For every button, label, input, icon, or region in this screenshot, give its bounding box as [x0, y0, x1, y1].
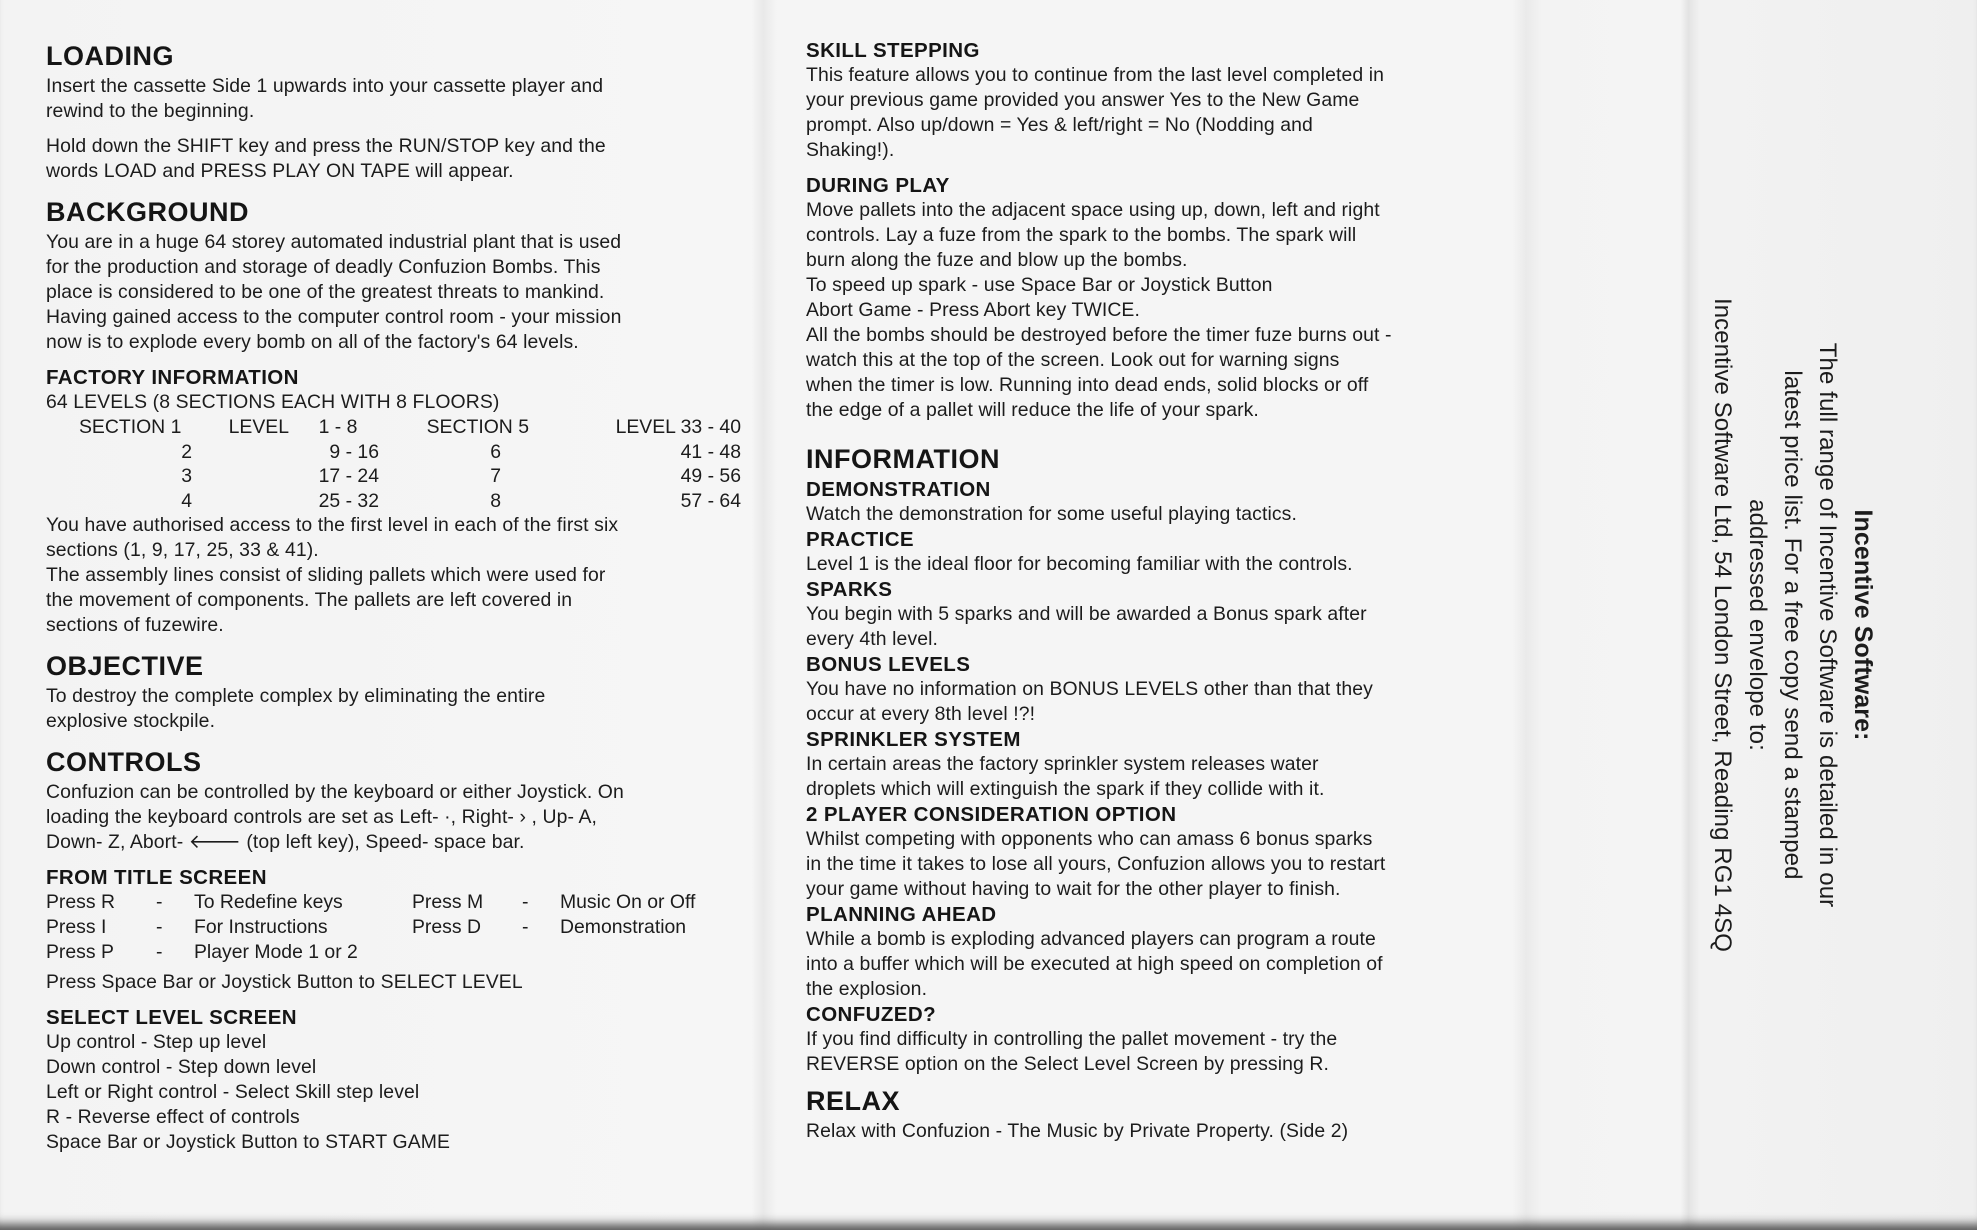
factory-line: the movement of components. The pallets are left covered in	[46, 589, 573, 612]
middle-panel	[806, 38, 1506, 1144]
table-cell: 7	[490, 465, 501, 488]
controls-line: loading the keyboard controls are set as Left- ·, Right- › , Up- A,	[46, 806, 597, 829]
table-cell	[412, 940, 522, 965]
table-cell: To Redefine keys	[194, 891, 343, 914]
during-line: Move pallets into the adjacent space using up, down, left and right	[806, 199, 1380, 221]
table-cell: 41 - 48	[680, 440, 741, 463]
info-line: You have no information on BONUS LEVELS other than that they	[806, 678, 1373, 700]
skill-line: your previous game provided you answer Yes to the New Game	[806, 89, 1360, 111]
factory-line: sections (1, 9, 17, 25, 33 & 41).	[46, 539, 319, 562]
table-cell: LEVEL 33 - 40	[615, 416, 741, 438]
loading-line: words LOAD and PRESS PLAY ON TAPE will appear.	[46, 160, 514, 182]
table-row	[79, 415, 741, 440]
loading-line: rewind to the beginning.	[46, 100, 255, 122]
table-row	[79, 464, 741, 489]
background-line: You are in a huge 64 storey automated industrial plant that is used	[46, 231, 622, 253]
info-line: Level 1 is the ideal floor for becoming familiar with the controls.	[806, 553, 1353, 575]
table-cell: Press P	[46, 940, 114, 963]
info-line: in the time it takes to lose all yours, Confuzion allows you to restart	[806, 853, 1386, 875]
table-cell	[204, 489, 297, 514]
table-row	[46, 940, 746, 965]
table-cell: LEVEL	[228, 416, 289, 438]
factory-line: You have authorised access to the first level in each of the first six	[46, 514, 619, 537]
table-cell: SECTION 5	[426, 416, 529, 438]
info-line: In certain areas the factory sprinkler system releases water	[806, 753, 1319, 775]
select-line: Down control - Step down level	[46, 1056, 317, 1079]
select-line: R - Reverse effect of controls	[46, 1106, 300, 1129]
skill-stepping-heading: SKILL STEPPING	[806, 39, 980, 62]
select-level-heading: SELECT LEVEL SCREEN	[46, 1006, 297, 1030]
table-cell: 3	[181, 465, 192, 488]
info-line: Whilst competing with opponents who can amass 6 bonus sparks	[806, 828, 1373, 850]
loading-heading: LOADING	[46, 41, 174, 71]
two-player-heading: 2 PLAYER CONSIDERATION OPTION	[806, 803, 1177, 826]
info-line: You begin with 5 sparks and will be awarded a Bonus spark after	[806, 603, 1367, 625]
left-panel	[46, 38, 756, 1155]
select-line: Up control - Step up level	[46, 1031, 267, 1054]
controls-heading: CONTROLS	[46, 747, 202, 778]
select-line: Left or Right control - Select Skill step level	[46, 1081, 420, 1104]
relax-line: Relax with Confuzion - The Music by Private Property. (Side 2)	[806, 1120, 1349, 1142]
table-cell: -	[522, 915, 529, 938]
loading-line: Insert the cassette Side 1 upwards into your cassette player and	[46, 75, 604, 97]
table-cell: -	[156, 915, 163, 938]
table-cell: -	[522, 891, 529, 914]
table-cell: 1 - 8	[318, 416, 358, 438]
bonus-levels-heading: BONUS LEVELS	[806, 653, 971, 676]
table-row	[79, 440, 741, 465]
table-cell: Press I	[46, 915, 107, 938]
relax-heading: RELAX	[806, 1086, 901, 1116]
practice-heading: PRACTICE	[806, 528, 914, 551]
sprinkler-heading: SPRINKLER SYSTEM	[806, 728, 1021, 751]
table-cell: 49 - 56	[680, 465, 741, 488]
during-line: watch this at the top of the screen. Look out for warning signs	[806, 349, 1340, 371]
during-line: All the bombs should be destroyed before the timer fuze burns out -	[806, 324, 1392, 346]
table-cell: 17 - 24	[318, 465, 379, 488]
table-cell: Press R	[46, 891, 115, 914]
table-cell: 4	[181, 489, 192, 512]
objective-line: To destroy the complete complex by eliminating the entire	[46, 685, 546, 708]
info-line: occur at every 8th level !?!	[806, 703, 1036, 725]
table-row	[46, 890, 746, 915]
factory-line: The assembly lines consist of sliding pallets which were used for	[46, 564, 606, 587]
publisher-line: addressed envelope to:	[1744, 499, 1771, 751]
during-line: To speed up spark - use Space Bar or Joystick Button	[806, 274, 1273, 296]
info-line: every 4th level.	[806, 628, 939, 650]
publisher-address: Incentive Software Ltd, 54 London Street, Reading RG1 4SQ	[1709, 297, 1736, 953]
during-line: controls. Lay a fuze from the spark to the bombs. The spark will	[806, 224, 1357, 246]
table-cell: Player Mode 1 or 2	[194, 940, 358, 963]
title-screen-footer: Press Space Bar or Joystick Button to SELECT LEVEL	[46, 971, 523, 994]
table-cell: Press M	[412, 891, 484, 914]
during-line: Abort Game - Press Abort key TWICE.	[806, 299, 1140, 321]
background-line: Having gained access to the computer control room - your mission	[46, 306, 622, 328]
publisher-line: The full range of Incentive Software is detailed in our	[1814, 342, 1841, 908]
table-row	[79, 489, 741, 514]
during-line: burn along the fuze and blow up the bombs.	[806, 249, 1188, 271]
controls-line: Confuzion can be controlled by the keyboard or either Joystick. On	[46, 781, 624, 804]
background-line: now is to explode every bomb on all of the factory's 64 levels.	[46, 331, 579, 353]
info-line: While a bomb is exploding advanced players can program a route	[806, 928, 1376, 950]
info-line: the explosion.	[806, 978, 928, 1000]
confuzed-heading: CONFUZED?	[806, 1003, 937, 1026]
info-line: REVERSE option on the Select Level Screen by pressing R.	[806, 1053, 1329, 1075]
title-screen-table	[46, 890, 746, 964]
during-line: the edge of a pallet will reduce the life of your spark.	[806, 399, 1259, 421]
background-line: place is considered to be one of the greatest threats to mankind.	[46, 281, 605, 303]
table-cell: SECTION 1	[79, 416, 182, 438]
factory-line: sections of fuzewire.	[46, 614, 224, 637]
skill-line: Shaking!).	[806, 139, 895, 161]
publisher-title: Incentive Software:	[1849, 509, 1877, 741]
table-cell: 2	[181, 440, 192, 463]
table-cell	[204, 464, 297, 489]
controls-line: Down- Z, Abort- 🡐 (top left key), Speed- space bar.	[46, 831, 525, 854]
table-cell: 6	[490, 440, 501, 463]
information-heading: INFORMATION	[806, 444, 1000, 474]
planning-ahead-heading: PLANNING AHEAD	[806, 903, 997, 926]
info-line: your game without having to wait for the other player to finish.	[806, 878, 1341, 900]
background-line: for the production and storage of deadly Confuzion Bombs. This	[46, 256, 601, 278]
table-cell: 8	[490, 489, 501, 512]
skill-line: prompt. Also up/down = Yes & left/right = No (Nodding and	[806, 114, 1313, 136]
table-cell: -	[156, 891, 163, 914]
publisher-line: latest price list. For a free copy send a stamped	[1779, 370, 1806, 880]
select-line: Space Bar or Joystick Button to START GAME	[46, 1131, 451, 1154]
table-cell: -	[156, 940, 163, 963]
factory-heading: FACTORY INFORMATION	[46, 366, 299, 389]
info-line: droplets which will extinguish the spark if they collide with it.	[806, 778, 1325, 800]
table-cell: 9 - 16	[329, 440, 379, 463]
info-line: into a buffer which will be executed at high speed on completion of	[806, 953, 1383, 975]
publisher-panel	[1660, 215, 1880, 1035]
demonstration-heading: DEMONSTRATION	[806, 478, 991, 501]
table-row	[46, 915, 746, 940]
during-line: when the timer is low. Running into dead ends, solid blocks or off	[806, 374, 1369, 396]
table-cell: Demonstration	[560, 915, 687, 938]
table-cell: Music On or Off	[560, 891, 696, 914]
factory-levels: 64 LEVELS (8 SECTIONS EACH WITH 8 FLOORS)	[46, 391, 500, 413]
table-cell: 25 - 32	[318, 489, 379, 512]
info-line: Watch the demonstration for some useful playing tactics.	[806, 503, 1297, 525]
title-screen-heading: FROM TITLE SCREEN	[46, 866, 267, 890]
info-line: If you find difficulty in controlling the pallet movement - try the	[806, 1028, 1338, 1050]
objective-line: explosive stockpile.	[46, 710, 216, 733]
table-cell	[560, 940, 746, 965]
table-cell	[522, 940, 560, 965]
background-heading: BACKGROUND	[46, 197, 249, 227]
objective-heading: OBJECTIVE	[46, 651, 204, 682]
table-cell: Press D	[412, 915, 481, 938]
during-play-heading: DURING PLAY	[806, 174, 950, 197]
skill-line: This feature allows you to continue from the last level completed in	[806, 64, 1385, 86]
table-cell: For Instructions	[194, 915, 328, 938]
loading-line: Hold down the SHIFT key and press the RUN/STOP key and the	[46, 135, 606, 157]
table-cell: 57 - 64	[680, 489, 741, 512]
table-cell	[204, 440, 297, 465]
factory-table	[79, 415, 741, 513]
sparks-heading: SPARKS	[806, 578, 893, 601]
